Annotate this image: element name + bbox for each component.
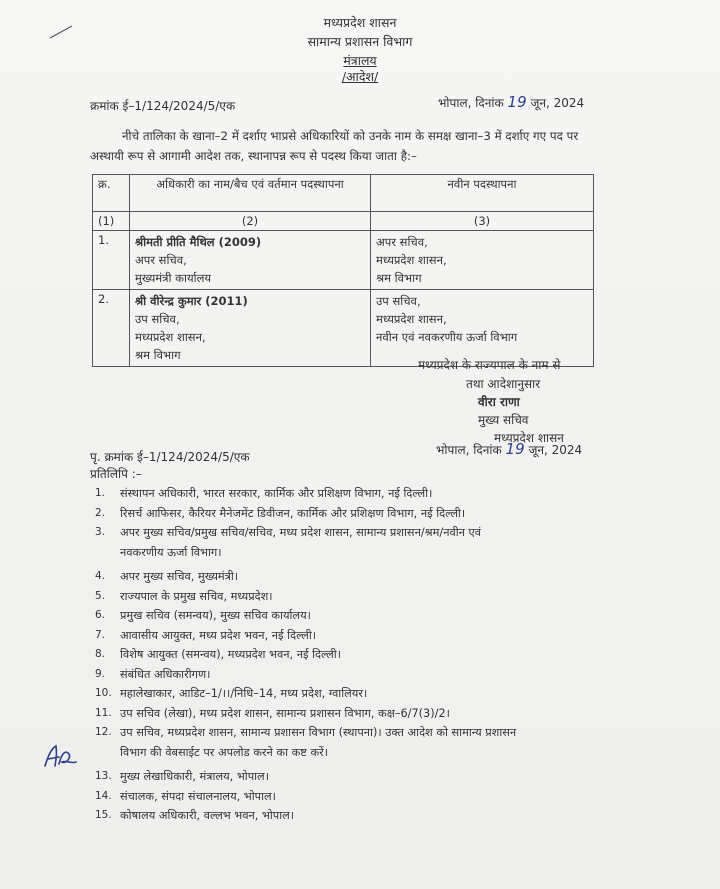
new-posting-line: नवीन एवं नवकरणीय ऊर्जा विभाग	[376, 330, 518, 344]
new-posting-line: मध्यप्रदेश शासन,	[376, 253, 447, 267]
new-posting-line: अपर सचिव,	[376, 235, 428, 249]
list-item-text: प्रमुख सचिव (समन्वय), मुख्य सचिव कार्यालय।	[120, 609, 311, 622]
list-item-text: आवासीय आयुक्त, मध्य प्रदेश भवन, नई दिल्ली।	[120, 628, 317, 642]
list-item-number: 7.	[95, 628, 106, 641]
signature-authority-line2: तथा आदेशानुसार	[466, 377, 541, 391]
header-government: मध्यप्रदेश शासन	[323, 15, 397, 30]
list-item	[95, 806, 635, 826]
handwritten-initials	[42, 742, 78, 770]
row-new-posting	[371, 290, 594, 367]
list-item-text: विशेष आयुक्त (समन्वय), मध्यप्रदेश भवन, नई दिल्ली।	[120, 648, 342, 661]
officer-designation: उप सचिव,	[135, 312, 180, 326]
list-item-text: अपर मुख्य सचिव, मुख्यमंत्री।	[120, 570, 239, 583]
new-posting-line: श्रम विभाग	[376, 271, 422, 285]
list-item-number: 5.	[95, 589, 106, 602]
list-item	[95, 665, 635, 685]
row-officer	[130, 290, 371, 367]
row-sno: 2.	[93, 290, 130, 367]
list-item	[95, 704, 635, 724]
endorsement-number: पृ. क्रमांक ई–1/124/2024/5/एक	[90, 450, 250, 464]
list-item-number: 3.	[95, 526, 106, 538]
header-officer: अधिकारी का नाम/बैच एवं वर्तमान पदस्थापना	[130, 175, 371, 212]
officer-name: श्रीमती प्रीति मैथिल (2009)	[135, 235, 262, 249]
list-item-text-continued: विभाग की वेबसाईट पर अपलोड करने का कष्ट करें।	[120, 745, 329, 759]
order-date-suffix: जून, 2024	[530, 96, 585, 110]
order-date	[438, 93, 584, 111]
list-item-text: रिसर्च आफिसर, कैरियर मैनेजमेंट डिवीजन, कार्मिक और प्रशिक्षण विभाग, नई दिल्ली।	[120, 506, 466, 520]
row-new-posting	[371, 231, 594, 290]
officer-office: मुख्यमंत्री कार्यालय	[135, 271, 212, 285]
list-item	[95, 567, 635, 587]
list-item	[95, 684, 635, 704]
officer-office: मध्यप्रदेश शासन,	[135, 330, 206, 344]
list-item-number: 4.	[95, 570, 106, 582]
list-item	[95, 484, 635, 504]
list-item-number: 13.	[95, 770, 112, 782]
colnum-3: (3)	[371, 212, 594, 231]
row-sno: 1.	[93, 231, 130, 290]
order-date-day: 19	[507, 93, 527, 111]
list-item	[95, 723, 635, 762]
list-item	[95, 626, 635, 646]
list-item-text: कोषालय अधिकारी, वल्लभ भवन, भोपाल।	[120, 809, 295, 822]
header-department: सामान्य प्रशासन विभाग	[307, 34, 413, 49]
list-item-text: महालेखाकार, आडिट–1/।।/निधि–14, मध्य प्रदेश, ग्वालियर।	[120, 687, 368, 700]
endorsement-date-day: 19	[505, 440, 525, 458]
posting-table	[92, 174, 594, 367]
list-item-number: 11.	[95, 706, 112, 719]
list-item	[95, 606, 635, 626]
list-item-text: उप सचिव (लेखा), मध्य प्रदेश शासन, सामान्य प्रशासन विभाग, कक्ष–6/7(3)/2।	[120, 706, 450, 720]
header-secretariat: मंत्रालय	[343, 53, 377, 68]
list-item-text: अपर मुख्य सचिव/प्रमुख सचिव/सचिव, मध्य प्रदेश शासन, सामान्य प्रशासन/श्रम/नवीन एवं	[120, 526, 482, 539]
list-item	[95, 787, 635, 807]
endorsement-date	[436, 440, 582, 458]
header-sno: क्र.	[93, 175, 130, 212]
list-item-text-continued: नवकरणीय ऊर्जा विभाग।	[120, 545, 222, 559]
table-row	[93, 290, 594, 367]
order-date-prefix: भोपाल, दिनांक	[438, 96, 504, 110]
list-item-number: 10.	[95, 687, 112, 699]
endorsement-date-suffix: जून, 2024	[528, 443, 583, 457]
list-item-number: 9.	[95, 667, 106, 680]
colnum-1: (1)	[93, 212, 130, 231]
list-item-number: 6.	[95, 609, 106, 621]
new-posting-line: उप सचिव,	[376, 294, 421, 308]
list-item-text: मुख्य लेखाधिकारी, मंत्रालय, भोपाल।	[120, 770, 269, 783]
table-colnum-row	[93, 212, 594, 231]
header-new-posting: नवीन पदस्थापना	[371, 175, 594, 212]
list-item-number: 1.	[95, 487, 106, 499]
signatory-office: मध्यप्रदेश शासन	[494, 431, 564, 445]
row-officer	[130, 231, 371, 290]
table-header-row	[93, 175, 594, 212]
list-item	[95, 767, 635, 787]
list-item	[95, 645, 635, 665]
list-item-text: संबंधित अधिकारीगण।	[120, 667, 211, 681]
list-item-text: संचालक, संपदा संचालनालय, भोपाल।	[120, 789, 276, 803]
list-item-text: संस्थापन अधिकारी, भारत सरकार, कार्मिक और प्रशिक्षण विभाग, नई दिल्ली।	[120, 487, 433, 500]
list-item-number: 2.	[95, 506, 106, 519]
copy-recipient-list	[95, 484, 635, 826]
list-item	[95, 523, 635, 562]
signatory-designation: मुख्य सचिव	[478, 413, 529, 427]
list-item-number: 8.	[95, 648, 106, 660]
signatory-name: वीरा राणा	[478, 395, 520, 409]
list-item-text: उप सचिव, मध्यप्रदेश शासन, सामान्य प्रशासन विभाग (स्थापना)। उक्त आदेश को सामान्य प्रशासन	[120, 726, 517, 739]
new-posting-line: मध्यप्रदेश शासन,	[376, 312, 447, 326]
order-intro-paragraph	[90, 126, 610, 166]
list-item-text: राज्यपाल के प्रमुख सचिव, मध्यप्रदेश।	[120, 589, 273, 603]
colnum-2: (2)	[130, 212, 371, 231]
copy-to-label: प्रतिलिपि :–	[90, 467, 142, 481]
list-item-number: 14.	[95, 789, 112, 802]
list-item	[95, 587, 635, 607]
list-item-number: 15.	[95, 809, 112, 821]
list-item-number: 12.	[95, 726, 112, 738]
table-row	[93, 231, 594, 290]
officer-department: श्रम विभाग	[135, 348, 181, 362]
order-number: क्रमांक ई–1/124/2024/5/एक	[90, 99, 236, 113]
list-item	[95, 504, 635, 524]
signature-authority-line1: मध्यप्रदेश के राज्यपाल के नाम से	[418, 358, 561, 372]
endorsement-date-prefix: भोपाल, दिनांक	[436, 443, 502, 457]
officer-designation: अपर सचिव,	[135, 253, 187, 267]
order-intro-text: नीचे तालिका के खाना–2 में दर्शाए भाप्रसे अधिकारियों को उनके नाम के समक्ष खाना–3 में दर्शाए गए पद पर अस्थायी रूप से आगामी आदेश तक, स्थानापन्न रूप से पदस्थ किया जाता है:–	[90, 129, 579, 163]
officer-name: श्री वीरेन्द्र कुमार (2011)	[135, 294, 248, 308]
header-order-title: /आदेश/	[341, 69, 379, 84]
